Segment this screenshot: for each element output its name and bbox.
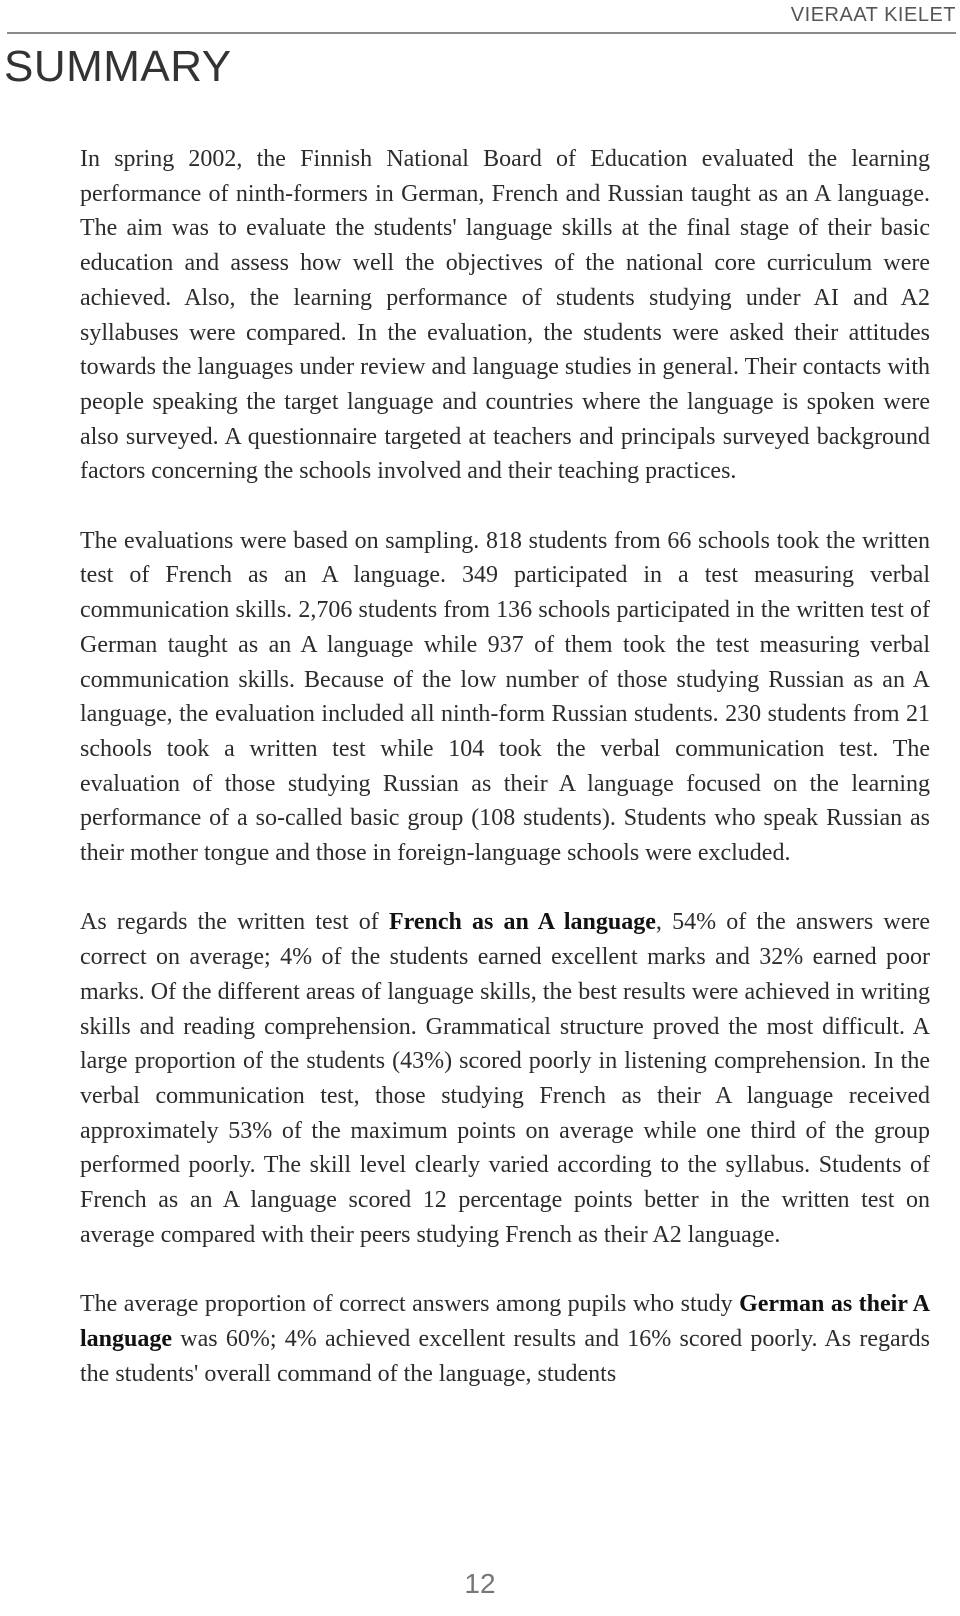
paragraph-4 [80,1287,930,1391]
paragraph-3-emphasis: French as an A language [388,909,656,936]
body-text [80,142,930,1426]
page-title: SUMMARY [4,42,232,91]
section-label: VIERAAT KIELET [790,4,956,26]
paragraph-4-emphasis: German as their A language [80,1291,930,1352]
header-rule [7,32,956,34]
paragraph-4-rest: was 60%; 4% achieved excellent results and 16% scored poorly. As regards the students' overall command of the language, students [80,1325,930,1387]
paragraph-3 [80,905,930,1252]
paragraph-2: The evaluations were based on sampling. 818 students from 66 schools took the written test of French as an A language. 349 participated in a test measuring verbal communication skills. 2,706 students from 136 schools participated in the written test of German taught as an A language while 937 of them took the test measuring verbal communication skills. Because of the low number of those studying Russian as an A language, the evaluation included all ninth-form Russian students. 230 students from 21 schools took a written test while 104 took the verbal communication test. The evaluation of those studying Russian as their A language focused on the learning performance of a so-called basic group (108 students). Students who speak Russian as their mother tongue and those in foreign-language schools were excluded. [80,527,930,867]
paragraph-3-rest: , 54% of the answers were correct on average; 4% of the students earned excellent marks and 32% earned poor marks. Of the different areas of language skills, the best results were achieved in writing skills and reading comprehension. Grammatical structure proved the most difficult. A large proportion of the students (43%) scored poorly in listening comprehension. In the verbal communication test, those studying French as their A language received approximately 53% of the maximum points on average while one third of the group performed poorly. The skill level clearly varied according to the syllabus. Students of French as an A language scored 12 percentage points better in the written test on average compared with their peers studying French as their A2 language. [80,909,931,1248]
paragraph-4-lead: The average proportion of correct answers among pupils who study [80,1291,740,1318]
page-number: 12 [464,1568,496,1599]
paragraph-1: In spring 2002, the Finnish National Board of Education evaluated the learning performance of ninth-formers in German, French and Russian taught as an A language. The aim was to evaluate the students' language skills at the final stage of their basic education and assess how well the objectives of the national core curriculum were achieved. Also, the learning performance of students studying under AI and A2 syllabuses were compared. In the evaluation, the students were asked their attitudes towards the languages under review and language studies in general. Their contacts with people speaking the target language and countries where the language is spoken were also surveyed. A questionnaire targeted at teachers and principals surveyed background factors concerning the schools involved and their teaching practices. [80,146,930,485]
paragraph-3-lead: As regards the written test of [80,909,389,936]
